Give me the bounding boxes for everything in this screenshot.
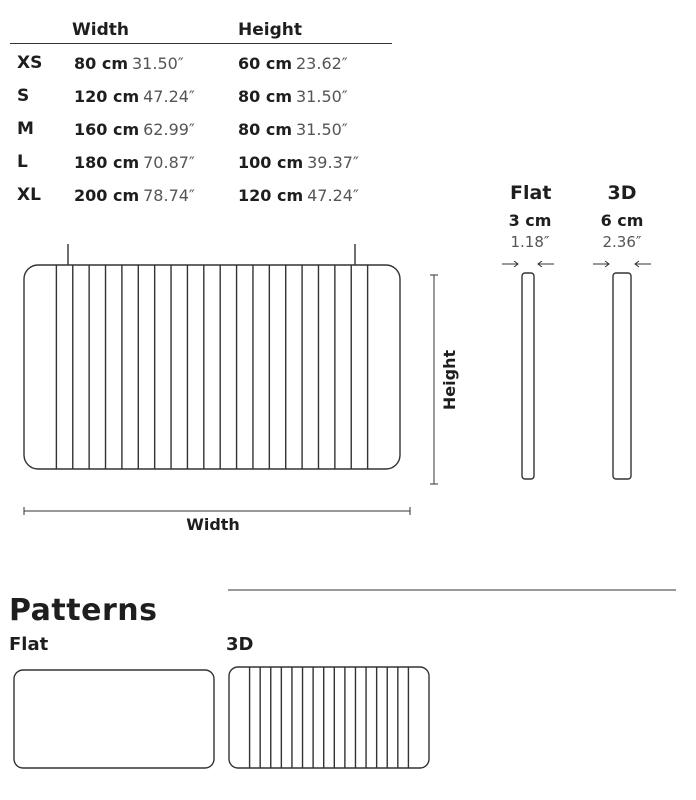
height-inches: 39.37″: [307, 153, 359, 172]
width-cm: 120 cm: [74, 87, 140, 106]
width-inches: 70.87″: [143, 153, 195, 172]
width-cm: 180 cm: [74, 153, 140, 172]
height-cm: 80 cm: [238, 120, 292, 139]
3d-thickness-inches: 2.36″: [602, 233, 642, 251]
flat-pattern-label: Flat: [9, 634, 49, 655]
height-column-header: Height: [238, 20, 302, 40]
flat-title: Flat: [510, 182, 552, 204]
3d-title: 3D: [607, 182, 637, 204]
height-cm: 120 cm: [238, 186, 304, 205]
3d-pattern-swatch: [229, 667, 429, 768]
height-cm: 100 cm: [238, 153, 304, 172]
size-label: XS: [17, 53, 43, 73]
3d-pattern-ribs: [250, 667, 409, 768]
width-cm: 160 cm: [74, 120, 140, 139]
flat-pattern-swatch: [14, 670, 214, 768]
flat-thickness-inches: 1.18″: [510, 233, 550, 251]
width-inches: 47.24″: [143, 87, 195, 106]
3d-profile: [613, 273, 631, 479]
width-cm: 80 cm: [74, 54, 128, 73]
panel-ribs: [56, 265, 367, 469]
width-inches: 31.50″: [132, 54, 184, 73]
height-label: Height: [440, 349, 459, 411]
size-label: L: [17, 152, 28, 172]
flat-profile: [522, 273, 534, 479]
height-inches: 31.50″: [296, 120, 348, 139]
width-column-header: Width: [72, 20, 129, 40]
width-cm: 200 cm: [74, 186, 140, 205]
size-label: S: [17, 86, 30, 106]
3d-pattern-label: 3D: [226, 634, 254, 655]
height-inches: 31.50″: [296, 87, 348, 106]
height-cm: 80 cm: [238, 87, 292, 106]
panel-outline: [24, 265, 400, 469]
flat-thickness-cm: 3 cm: [508, 211, 552, 230]
size-label: M: [17, 119, 34, 139]
height-inches: 23.62″: [296, 54, 348, 73]
width-label: Width: [186, 515, 240, 534]
patterns-title: Patterns: [9, 593, 158, 628]
height-inches: 47.24″: [307, 186, 359, 205]
width-inches: 78.74″: [143, 186, 195, 205]
size-label: XL: [17, 185, 41, 205]
height-cm: 60 cm: [238, 54, 292, 73]
3d-thickness-cm: 6 cm: [600, 211, 644, 230]
width-inches: 62.99″: [143, 120, 195, 139]
